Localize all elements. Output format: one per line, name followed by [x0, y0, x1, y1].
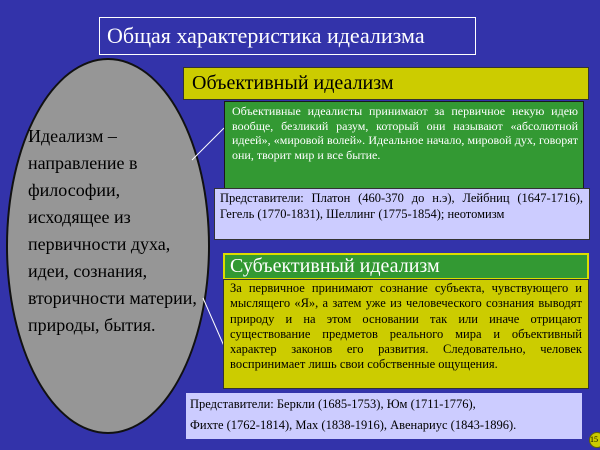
subjective-idealism-heading: Субъективный идеализм — [223, 253, 589, 280]
page-number-badge: 15 — [589, 432, 600, 448]
subjective-representatives-line-2: Фихте (1762-1814), Мах (1838-1916), Авенариус (1843-1896). — [190, 418, 517, 432]
connector-line-subjective — [203, 298, 224, 346]
objective-idealism-heading: Объективный идеализм — [183, 67, 589, 100]
definition-text: Идеализм – направление в философии, исходящее из первичности духа, идеи, сознания, вторичности материи, природы, бытия. — [28, 126, 197, 335]
objective-idealism-representatives: Представители: Платон (460-370 до н.э), Лейбниц (1647-1716), Гегель (1770-1831), Шеллинг (1775-1854); неотомизм — [214, 188, 590, 240]
subjective-idealism-description: За первичное принимают сознание субъекта, чувствующего и мыслящего «Я», а затем уже из человеческого сознания выводят природу и на этом основании так или иначе отрицают существование предметов реального мира и объективный характер законов его развития. Следовательно, человек воспринимает лишь свои собственные ощущения. — [223, 279, 589, 389]
subjective-idealism-representatives — [186, 393, 582, 439]
subjective-representatives-line-1: Представители: Беркли (1685-1753), Юм (1711-1776), — [190, 397, 476, 411]
objective-idealism-description: Объективные идеалисты принимают за первичное некую идею вообще, безликий разум, который они называют «абсолютной идеей», «мировой волей». Идеальное начало, мировой дух, говорят они, творит мир и все бытие. — [224, 101, 584, 191]
slide-title: Общая характеристика идеализма — [99, 17, 476, 55]
